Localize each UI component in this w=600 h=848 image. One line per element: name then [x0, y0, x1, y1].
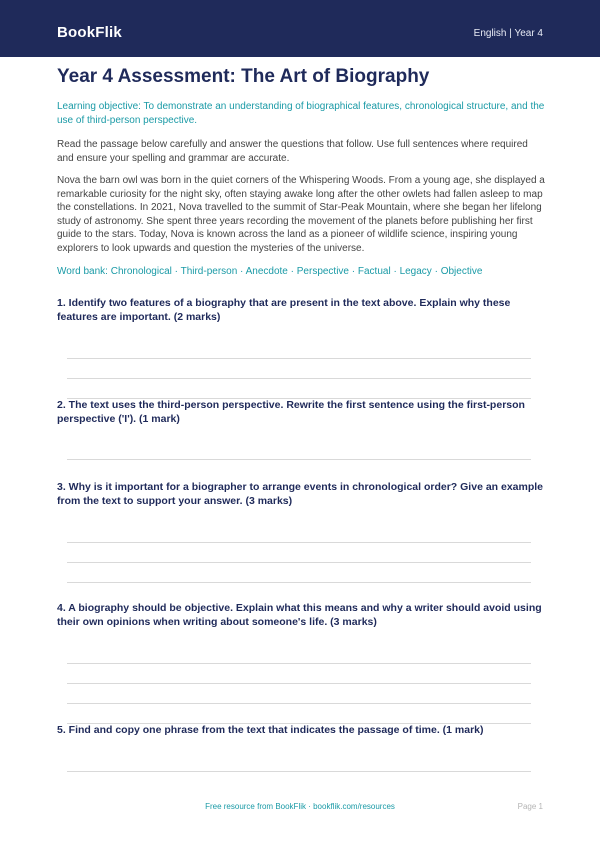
answer-line[interactable] — [67, 582, 531, 583]
answer-line[interactable] — [67, 771, 531, 772]
reading-passage: Nova the barn owl was born in the quiet corners of the Whispering Woods. From a young age, she displayed a remarkable curiosity for the night sky, often staying awake long after the other owlets had fallen asleep to map the constellations. In 2021, Nova travelled to the summit of Star-Peak Mountain, where she began her lifelong study of astronomy. She spent three years recording the movement of the planets before publishing her first guide to the stars. Today, Nova is known across the land as a pioneer of wildlife science, inspiring young explorers to look upwards and question the mysteries of the universe. — [57, 175, 545, 254]
question-3: 3. Why is it important for a biographer to arrange events in chronological order? Give an example from the text to support your answer. (3 marks) — [57, 481, 544, 507]
answer-line[interactable] — [67, 542, 531, 543]
subject-year-label: English | Year 4 — [473, 28, 543, 39]
brand-logo: BookFlik — [57, 24, 122, 41]
answer-line[interactable] — [67, 358, 531, 359]
page-header — [0, 0, 600, 57]
question-1: 1. Identify two features of a biography that are present in the text above. Explain why these features are important. (2 marks) — [57, 297, 511, 323]
instructions: Read the passage below carefully and answer the questions that follow. Use full sentences where required and ensure your spelling and grammar are accurate. — [57, 139, 528, 164]
learning-objective: Learning objective: To demonstrate an understanding of biographical features, chronological structure, and the use of third-person perspective. — [57, 101, 545, 126]
answer-line[interactable] — [67, 663, 531, 664]
page-number: Page 1 — [517, 802, 543, 811]
question-2: 2. The text uses the third-person perspective. Rewrite the first sentence using the first-person perspective ('I'). (1 mark) — [57, 399, 525, 425]
question-5: 5. Find and copy one phrase from the text that indicates the passage of time. (1 mark) — [57, 724, 484, 736]
word-bank: Word bank: Chronological · Third-person · Anecdote · Perspective · Factual · Legacy · Objective — [57, 266, 483, 277]
answer-line[interactable] — [67, 703, 531, 704]
question-4: 4. A biography should be objective. Explain what this means and why a writer should avoid using their own opinions when writing about someone's life. (3 marks) — [57, 602, 542, 628]
answer-line[interactable] — [67, 683, 531, 684]
page-title: Year 4 Assessment: The Art of Biography — [57, 66, 430, 87]
footer-link[interactable]: Free resource from BookFlik · bookflik.com/resources — [205, 802, 395, 811]
answer-line[interactable] — [67, 562, 531, 563]
answer-line[interactable] — [67, 378, 531, 379]
answer-line[interactable] — [67, 459, 531, 460]
